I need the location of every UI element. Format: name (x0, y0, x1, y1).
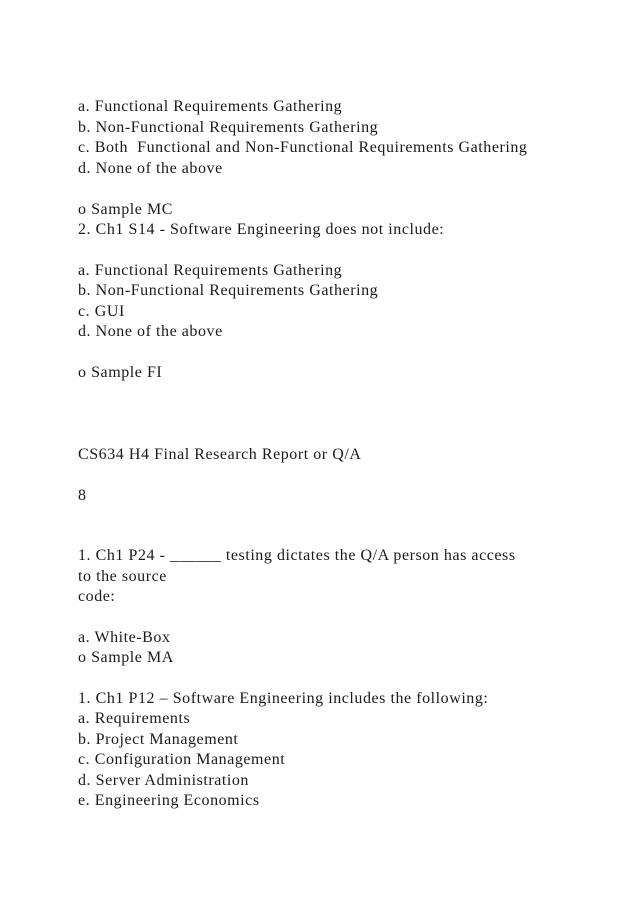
sample-label: o Sample MC (78, 201, 173, 218)
question-line: 1. Ch1 P24 - ______ testing dictates the Q/A person has access (78, 547, 516, 564)
option-line: a. Functional Requirements Gathering (78, 98, 343, 115)
question-line: to the source (78, 568, 167, 585)
question-line: 1. Ch1 P12 – Software Engineering includes the following: (78, 690, 489, 707)
question-line: code: (78, 588, 116, 605)
option-line: d. None of the above (78, 160, 223, 177)
page-number: 8 (78, 487, 87, 504)
option-line: b. Project Management (78, 731, 239, 748)
option-line: a. Functional Requirements Gathering (78, 262, 343, 279)
option-line: d. Server Administration (78, 772, 249, 789)
option-line: a. Requirements (78, 710, 191, 727)
option-line: c. GUI (78, 303, 125, 320)
option-line: a. White-Box (78, 629, 171, 646)
question-line: 2. Ch1 S14 - Software Engineering does not include: (78, 221, 445, 238)
running-header: CS634 H4 Final Research Report or Q/A (78, 446, 362, 463)
option-line: d. None of the above (78, 323, 223, 340)
option-line: b. Non-Functional Requirements Gathering (78, 282, 379, 299)
option-line: c. Configuration Management (78, 751, 286, 768)
option-line: e. Engineering Economics (78, 792, 260, 809)
sample-label: o Sample FI (78, 364, 163, 381)
sample-label: o Sample MA (78, 649, 174, 666)
option-line: b. Non-Functional Requirements Gathering (78, 119, 379, 136)
option-line: c. Both Functional and Non-Functional Requirements Gathering (78, 139, 528, 156)
